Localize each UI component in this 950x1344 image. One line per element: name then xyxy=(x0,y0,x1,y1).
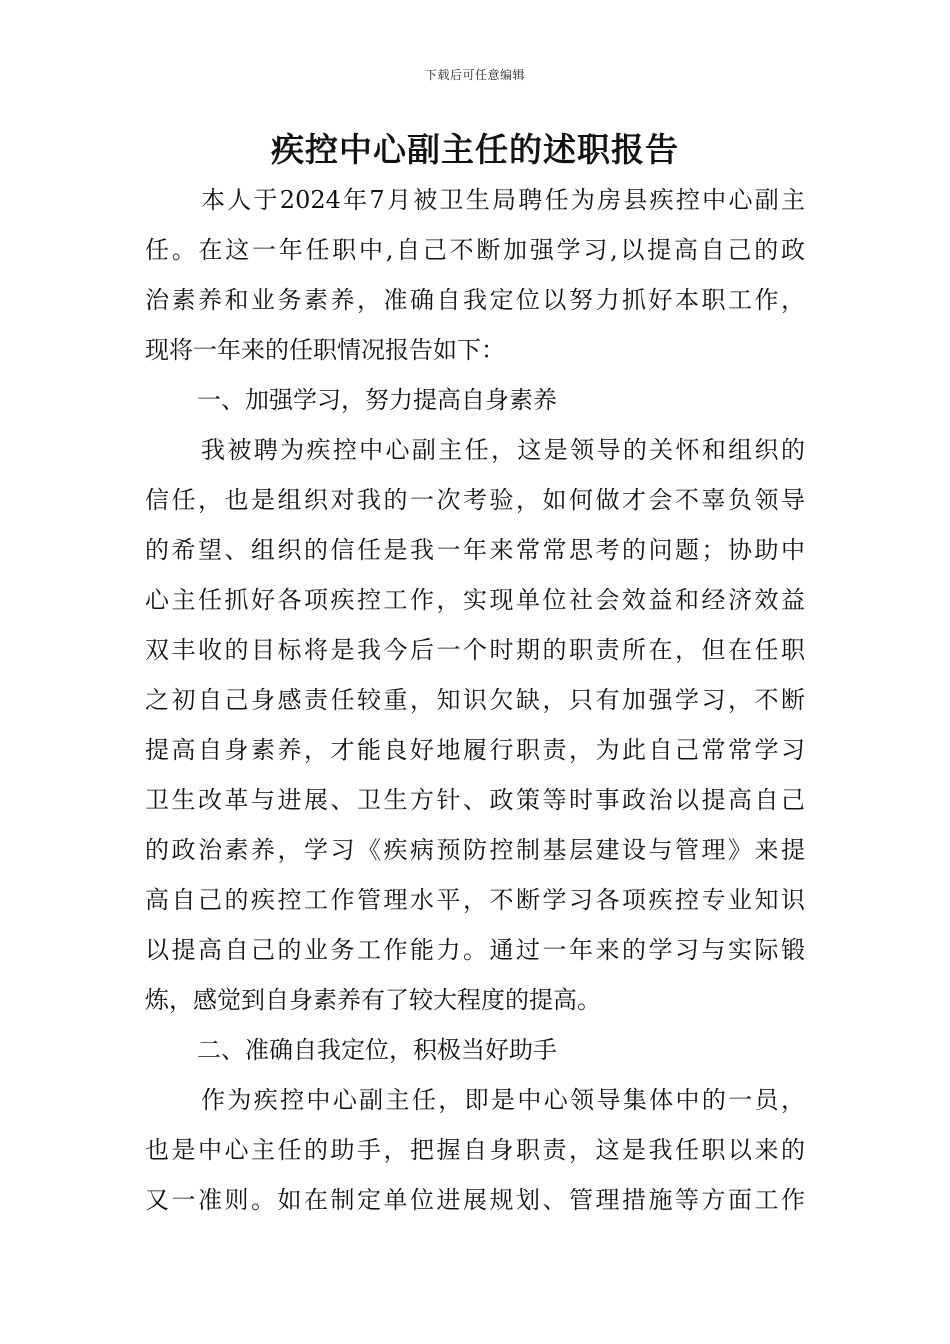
paragraph-line: 本人于2024年7月被卫生局聘任为房县疾控中心副主 xyxy=(201,186,805,214)
paragraph-line: 高自己的疾控工作管理水平，不断学习各项疾控专业知识 xyxy=(145,886,805,914)
paragraph-line: 的希望、组织的信任是我一年来常常思考的问题；协助中 xyxy=(145,536,805,564)
paragraph-line: 作为疾控中心副主任，即是中心领导集体中的一员， xyxy=(201,1086,805,1114)
paragraph-line: 治素养和业务素养，准确自我定位以努力抓好本职工作， xyxy=(145,286,805,314)
paragraph-line: 我被聘为疾控中心副主任，这是领导的关怀和组织的 xyxy=(201,436,805,464)
paragraph-line: 炼，感觉到自身素养有了较大程度的提高。 xyxy=(145,986,601,1014)
page-header-note: 下载后可任意编辑 xyxy=(424,68,525,82)
paragraph-line: 又一准则。如在制定单位进展规划、管理措施等方面工作 xyxy=(145,1186,805,1214)
section-heading: 二、准确自我定位，积极当好助手 xyxy=(197,1036,557,1064)
paragraph-line: 提高自身素养，才能良好地履行职责，为此自己常常学习 xyxy=(145,736,805,764)
section-heading: 一、加强学习，努力提高自身素养 xyxy=(197,386,557,414)
paragraph-line: 的政治素养，学习《疾病预防控制基层建设与管理》来提 xyxy=(145,836,805,864)
document-body xyxy=(145,175,805,1225)
paragraph-line: 以提高自己的业务工作能力。通过一年来的学习与实际锻 xyxy=(145,936,805,964)
paragraph-line: 双丰收的目标将是我今后一个时期的职责所在，但在任职 xyxy=(145,636,805,664)
paragraph-line: 也是中心主任的助手，把握自身职责，这是我任职以来的 xyxy=(145,1136,805,1164)
paragraph-line: 卫生改革与进展、卫生方针、政策等时事政治以提高自己 xyxy=(145,786,805,814)
paragraph-line: 现将一年来的任职情况报告如下： xyxy=(145,336,505,364)
document-title: 疾控中心副主任的述职报告 xyxy=(271,130,679,169)
paragraph-line: 信任，也是组织对我的一次考验，如何做才会不辜负领导 xyxy=(145,486,805,514)
paragraph-line: 心主任抓好各项疾控工作，实现单位社会效益和经济效益 xyxy=(145,586,805,614)
paragraph-line: 之初自己身感责任较重，知识欠缺，只有加强学习，不断 xyxy=(145,686,805,714)
paragraph-line: 任。在这一年任职中,自己不断加强学习,以提高自己的政 xyxy=(145,236,805,264)
